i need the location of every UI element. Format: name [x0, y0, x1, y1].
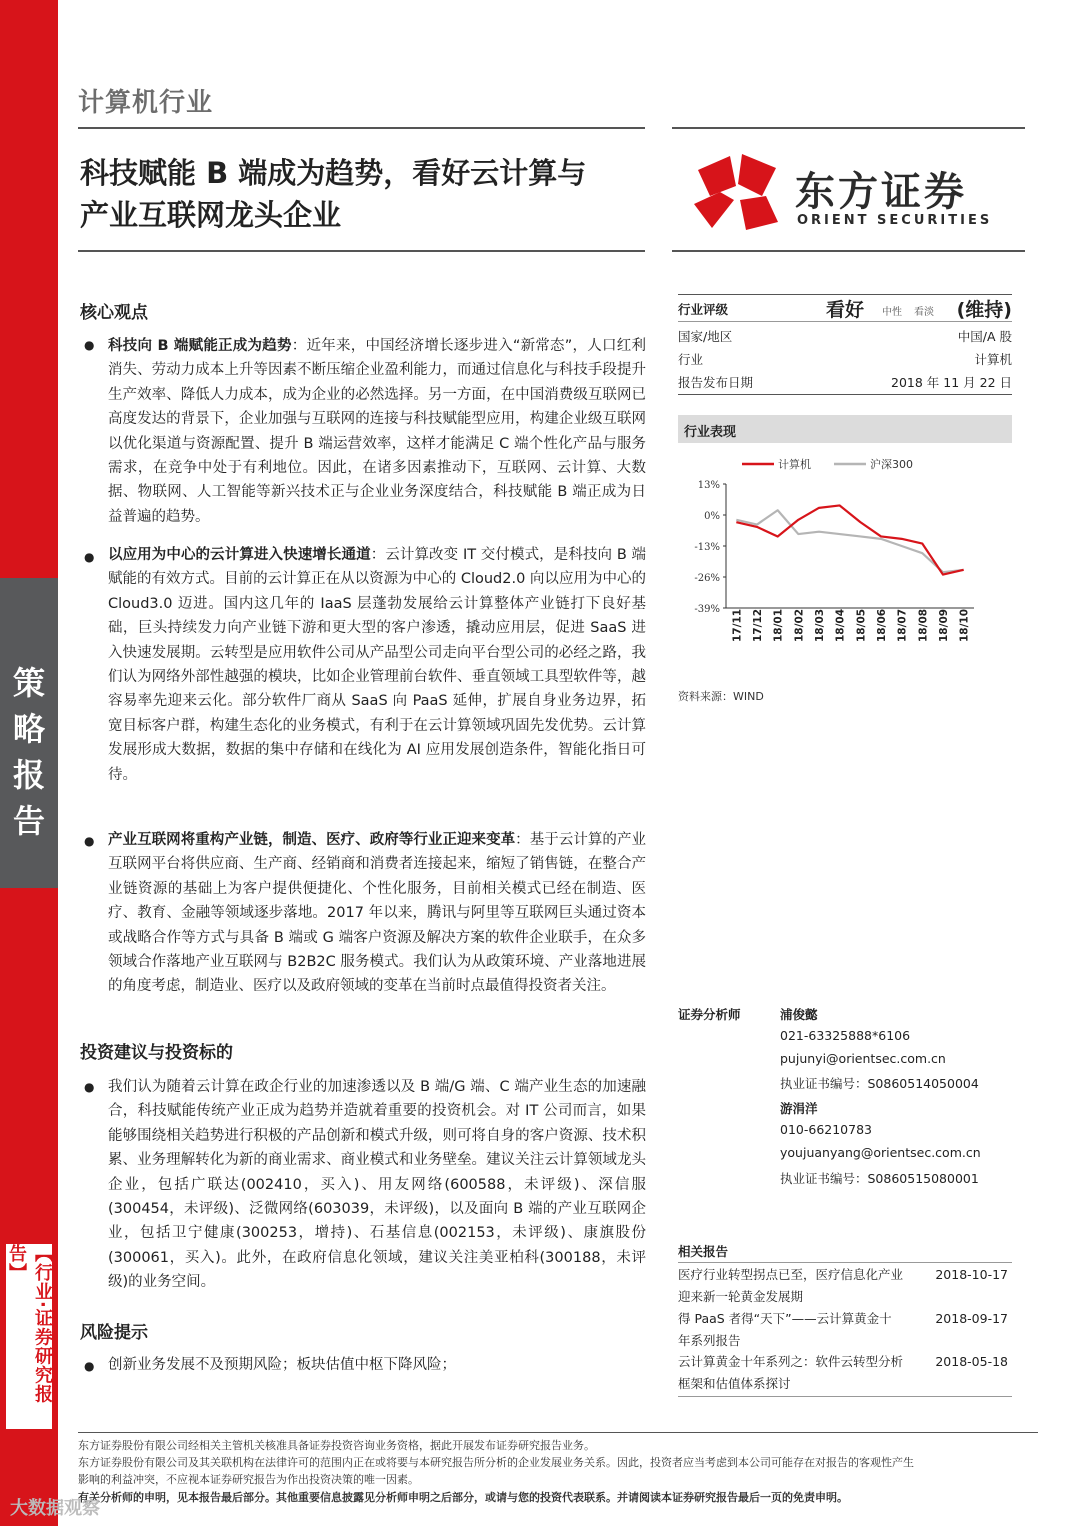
x-tick-label: 18/08 [917, 608, 930, 642]
analyst-phone: 021-63325888*6106 [780, 1028, 911, 1043]
x-tick-label: 18/03 [814, 608, 826, 642]
divider [678, 394, 1012, 395]
chart-source: 资料来源：WIND [678, 690, 764, 703]
logo-cn-text: 东方证券 [795, 169, 967, 215]
divider [78, 127, 645, 129]
bullet-icon: ● [84, 550, 95, 564]
footer-line: 影响的利益冲突，不应视本证券研究报告为作出投资决策的唯一因素。 [78, 1473, 419, 1486]
footer-line: 东方证券股份有限公司经相关主管机关核准具备证券投资咨询业务资格，据此开展发布证券研究报告业务。 [78, 1439, 595, 1452]
footer-line: 东方证券股份有限公司及其关联机构在法律许可的范围内正在或将要与本研究报告所分析的企业发展业务关系。因此，投资者应当考虑到本公司可能存在对报告的客观性产生 [78, 1456, 914, 1469]
x-tick-label: 18/10 [958, 608, 971, 642]
related-heading: 相关报告 [678, 1244, 729, 1259]
rating-row: 行业评级 看好 中性 看淡 (维持) [678, 298, 1012, 320]
divider [78, 1432, 1038, 1433]
x-tick-label: 18/06 [876, 608, 888, 642]
industry-title: 计算机行业 [78, 88, 214, 118]
category-label: 策 略 报 告 [12, 664, 45, 840]
series-line [736, 510, 963, 572]
divider [678, 321, 1012, 322]
divider [78, 250, 645, 252]
report-type-label: 【行业·证券研究报告】 [6, 1244, 52, 1429]
analyst-email[interactable]: youjuanyang@orientsec.com.cn [780, 1145, 981, 1160]
bullet-icon: ● [84, 338, 95, 352]
bullet-icon: ● [84, 1359, 95, 1373]
rating-value: 看好 [826, 299, 865, 321]
analyst-label: 证券分析师 [678, 1007, 741, 1022]
core-view-item: 以应用为中心的云计算进入快速增长通道：云计算改变 IT 交付模式，是科技向 B 端赋能的有效方式。目前的云计算正在从以资源为中心的 Cloud2.0 向以应用为中心的 Cloud3.0 迈进。国内这几年的 IaaS 层蓬勃发展给云计算整体产业链打下良好基础，巨头持续发力向产业链下游和更大型的客户渗透，撬动应用层，促进 SaaS 进入快速发展期。云转型是应用软件公司从产品型公司走向平台型公司的必经之路，我们认为网络外部性越强的模块，比如企业管理前台软件、垂直领域工具型软件等，越容易率先迎来云化。部分软件厂商从 SaaS 向 PaaS 延伸，扩展自身业务边界，拓宽目标客户群，构建生态化的业务模式，有利于在云计算领域巩固先发优势。云计算发展形成大数据，数据的集中存储和在线化为 AI 应用发展创造条件，智能化指日可待。 [108, 547, 646, 783]
performance-heading: 行业表现 [678, 415, 1012, 443]
divider [672, 127, 1025, 129]
bullet-icon: ● [84, 834, 95, 848]
x-tick-label: 18/05 [855, 608, 868, 642]
risk-heading: 风险提示 [80, 1323, 148, 1343]
footer-line: 有关分析师的申明，见本报告最后部分。其他重要信息披露见分析师申明之后部分，或请与您的投资代表联系。并请阅读本证券研究报告最后一页的免责申明。 [78, 1491, 848, 1504]
rating-status: (维持) [956, 299, 1012, 321]
core-view-item: 科技向 B 端赋能正成为趋势：近年来，中国经济增长逐步进入“新常态”，人口红利消失、劳动力成本上升等因素不断压缩企业盈利能力，而通过信息化与科技手段提升生产效率、降低人力成本，成为企业的必然选择。另一方面，在中国消费级互联网已高度发达的背景下，企业加强与互联网的连接与科技赋能型应用，构建企业级互联网以优化渠道与资源配置、提升 B 端运营效率，这样才能满足 C 端个性化产品与服务需求，在竞争中处于有利地位。因此，在诸多因素推动下，互联网、云计算、大数据、物联网、人工智能等新兴技术正与企业业务深度结合，科技赋能 B 端正成为日益普遍的趋势。 [108, 338, 646, 525]
analyst-phone: 010-66210783 [780, 1122, 872, 1137]
risk-text: 创新业务发展不及预期风险；板块估值中枢下降风险； [108, 1357, 456, 1373]
investment-heading: 投资建议与投资标的 [80, 1043, 233, 1063]
analyst-cert: 执业证书编号：S0860514050004 [780, 1076, 979, 1091]
analyst-cert: 执业证书编号：S0860515080001 [780, 1171, 979, 1186]
y-tick-label: 0% [704, 511, 720, 522]
x-tick-label: 18/04 [834, 608, 847, 642]
legend-label: 沪深300 [870, 458, 913, 471]
core-views-heading: 核心观点 [80, 303, 148, 323]
divider [678, 1396, 1012, 1397]
report-title: 科技赋能 B 端成为趋势，看好云计算与 产业互联网龙头企业 [80, 156, 587, 232]
logo-en-text: ORIENT SECURITIES [797, 213, 993, 228]
bullet-icon: ● [84, 1080, 95, 1094]
divider [672, 250, 1025, 252]
analyst-name: 浦俊懿 [780, 1007, 818, 1022]
watermark: 大数据观察 [10, 1498, 100, 1519]
orient-logo-icon [690, 152, 782, 232]
core-view-item: 产业互联网将重构产业链，制造、医疗、政府等行业正迎来变革：基于云计算的产业互联网平台将供应商、生产商、经销商和消费者连接起来，缩短了销售链，在整合产业链资源的基础上为客户提供便捷化、个性化服务，目前相关模式已经在制造、医疗、教育、金融等领域逐步落地。2017 年以来，腾讯与阿里等互联网巨头通过资本或战略合作等方式与具备 B 端或 G 端客户资源及解决方案的软件企业联手，在众多领域合作落地产业互联网与 B2B2C 服务模式。我们认为从政策环境、产业落地进展的角度考虑，制造业、医疗以及政府领域的变革在当前时点最值得投资者关注。 [108, 832, 647, 995]
x-tick-label: 18/02 [793, 608, 806, 642]
analyst-name: 游涓洋 [780, 1101, 818, 1116]
performance-chart [678, 448, 1012, 668]
y-tick-label: 13% [697, 480, 720, 491]
y-tick-label: -13% [694, 542, 720, 553]
x-tick-label: 18/09 [938, 608, 950, 642]
investment-text: 我们认为随着云计算在政企行业的加速渗透以及 B 端/G 端、C 端产业生态的加速融合，科技赋能传统产业正成为趋势并造就着重要的投资机会。对 IT 公司而言，如果能够围绕相关趋势进行积极的产品创新和模式升级，则可将自身的客户资源、技术积累、业务理解转化为新的商业需求、商业模式和业务壁垒。建议关注云计算领域龙头企业，包括广联达(002410，买入)、用友网络(600588，未评级)、深信服(300454，未评级)、泛微网络(603039，未评级)，以及面向 B 端的产业互联网企业，包括卫宁健康(300253，增持)、石基信息(002153，未评级)、康旗股份(300061，买入)。此外，在政府信息化领域，建议关注美亚柏科(300188，未评级)的业务空间。 [108, 1079, 646, 1291]
x-tick-label: 17/11 [731, 608, 744, 642]
divider [678, 1262, 1012, 1263]
x-tick-label: 17/12 [752, 608, 764, 642]
x-tick-label: 18/01 [772, 608, 785, 642]
y-tick-label: -39% [694, 604, 720, 615]
analyst-email[interactable]: pujunyi@orientsec.com.cn [780, 1051, 946, 1066]
x-tick-label: 18/07 [896, 608, 909, 642]
legend-label: 计算机 [778, 458, 811, 471]
y-tick-label: -26% [694, 573, 720, 584]
